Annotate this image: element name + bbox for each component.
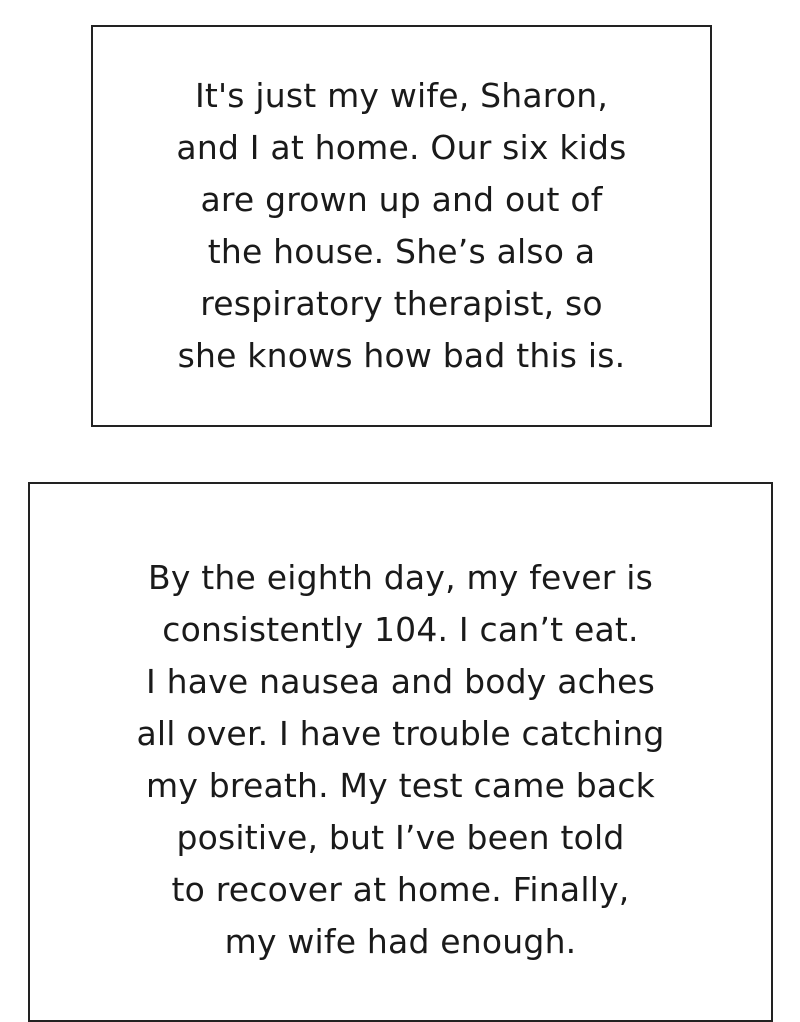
caption-line: the house. She’s also a <box>207 232 596 271</box>
caption-text-1 <box>176 70 626 382</box>
caption-text-2 <box>136 552 664 968</box>
caption-line: I have nausea and body aches <box>146 662 655 701</box>
caption-line: consistently 104. I can’t eat. <box>162 610 639 649</box>
caption-line: and I at home. Our six kids <box>176 128 627 167</box>
caption-line: she knows how bad this is. <box>177 336 626 375</box>
caption-line: to recover at home. Finally, <box>171 870 630 909</box>
caption-box-2 <box>28 482 773 1022</box>
caption-line: respiratory therapist, so <box>200 284 603 323</box>
caption-line: positive, but I’ve been told <box>176 818 625 857</box>
caption-line: my breath. My test came back <box>146 766 655 805</box>
caption-line: By the eighth day, my fever is <box>148 558 653 597</box>
caption-box-1 <box>91 25 712 427</box>
caption-line: all over. I have trouble catching <box>136 714 665 753</box>
caption-line: are grown up and out of <box>200 180 603 219</box>
caption-line: my wife had enough. <box>224 922 577 961</box>
caption-line: It's just my wife, Sharon, <box>194 76 609 115</box>
